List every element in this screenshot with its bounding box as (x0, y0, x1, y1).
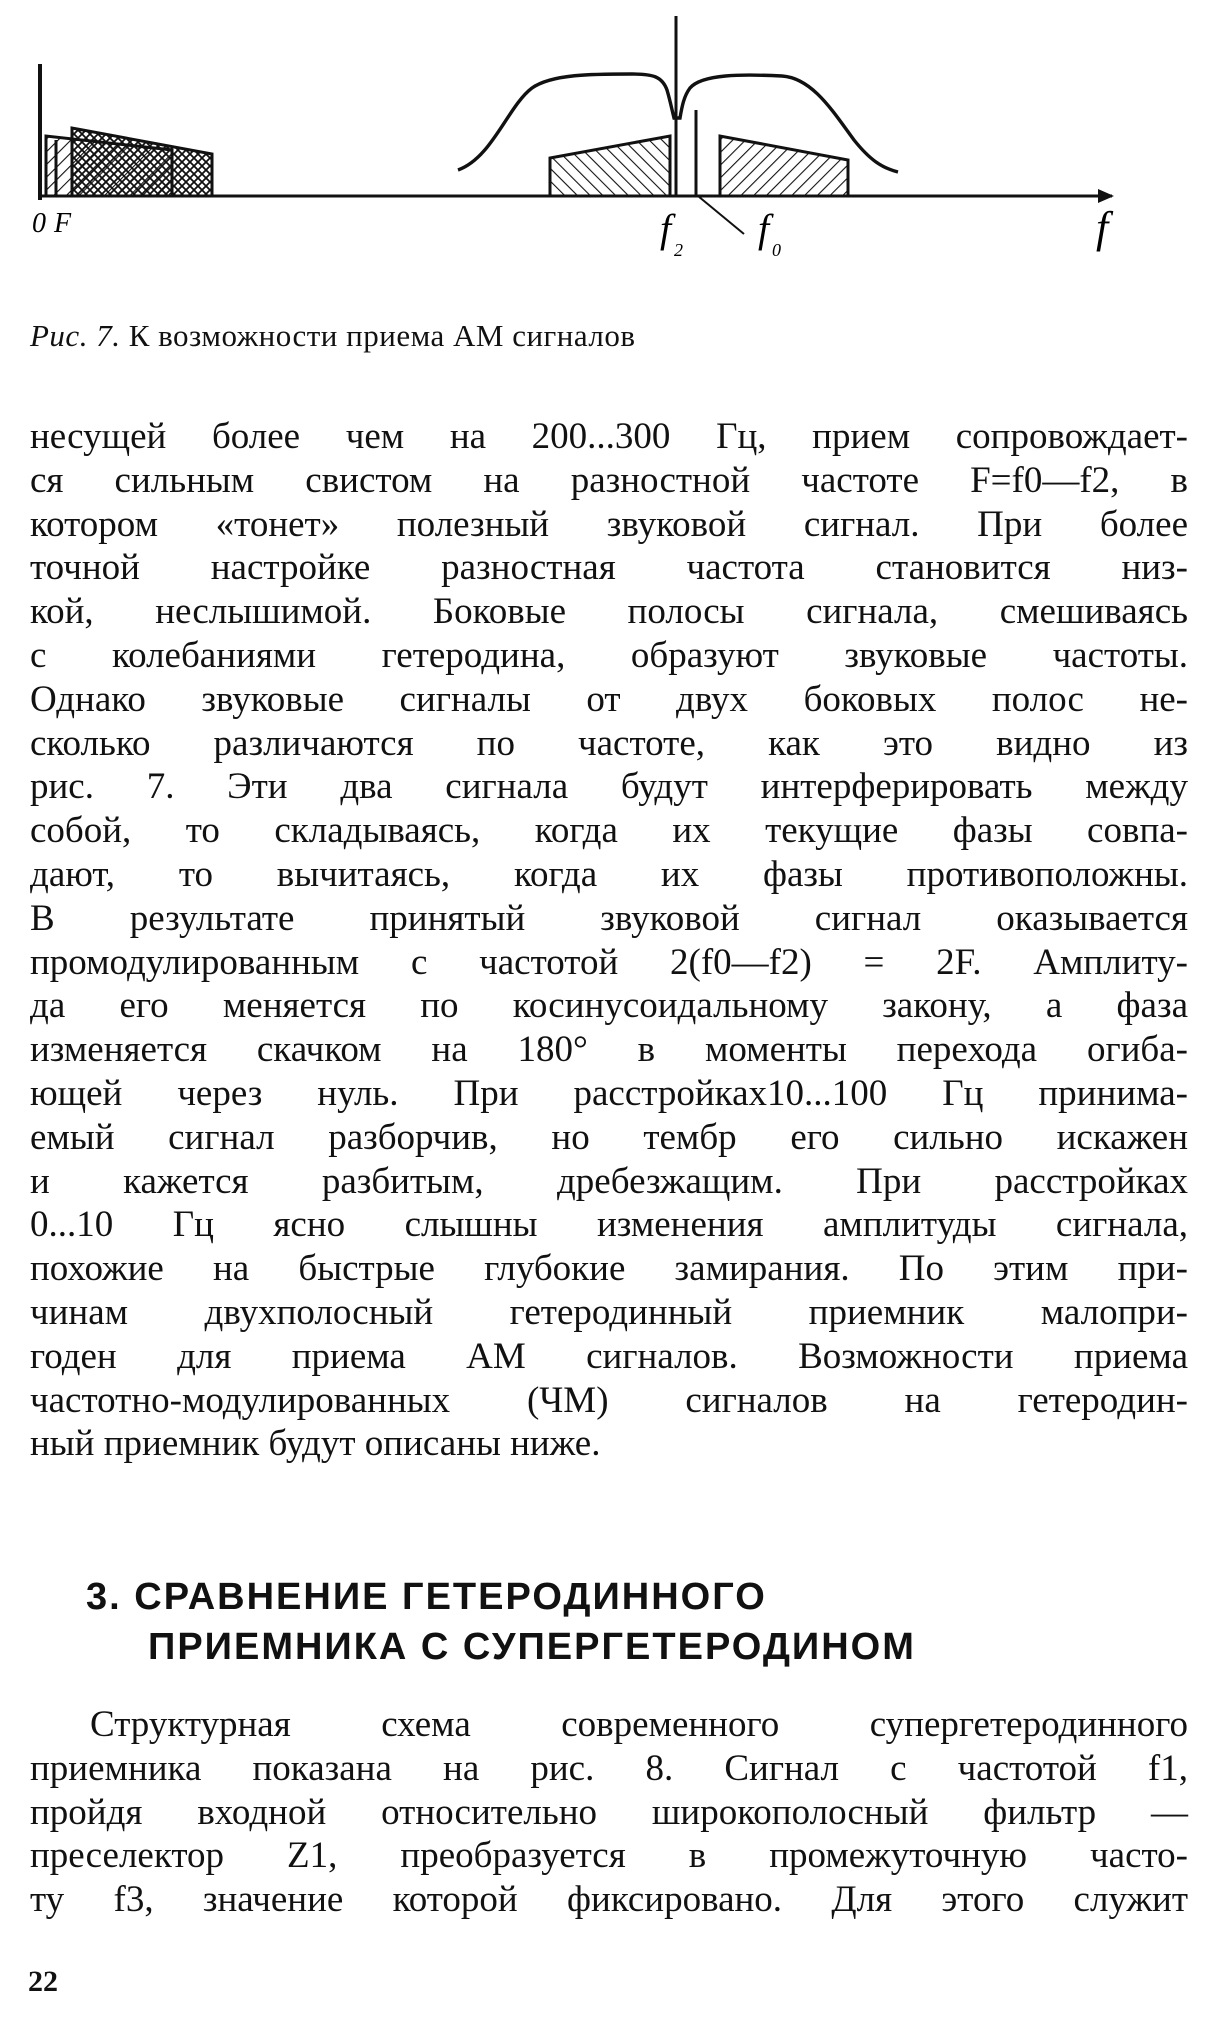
text-line: промодулированным с частотой 2(f0—f2) = 2F. Амплиту- (30, 941, 1188, 983)
text-line: частотно-модулированных (ЧМ) сигналов на гетеродин- (30, 1379, 1188, 1421)
body-paragraph-2 (30, 1703, 1188, 1922)
label-F: F (54, 208, 72, 239)
text-line: собой, то складываясь, когда их текущие фазы совпа- (30, 810, 1188, 852)
text-line: преселектор Z1, преобразуется в промежуточную часто- (30, 1835, 1188, 1877)
text-line: ту f3, значение которой фиксировано. Для этого служит (30, 1879, 1188, 1921)
text-line: ющей через нуль. При расстройках10...100 Гц принима- (30, 1072, 1188, 1114)
text-line: приемника показана на рис. 8. Сигнал с частотой f1, (30, 1747, 1188, 1789)
section-heading (86, 1572, 916, 1672)
text-line: котором «тонет» полезный звуковой сигнал. При более (30, 503, 1188, 545)
text-line: 0...10 Гц ясно слышны изменения амплитуды сигнала, (30, 1204, 1188, 1246)
text-line: кой, неслышимой. Боковые полосы сигнала, смешиваясь (30, 591, 1188, 633)
audio-band-crosshatched (72, 128, 212, 196)
label-origin: 0 (32, 208, 46, 239)
figure-caption (30, 318, 635, 354)
text-line: похожие на быстрые глубокие замирания. По этим при- (30, 1248, 1188, 1290)
body-paragraph-1 (30, 415, 1188, 1466)
caption-figure-number: Рис. 7. (30, 318, 121, 353)
text-line: чинам двухполосный гетеродинный приемник малопри- (30, 1291, 1188, 1333)
text-line: годен для приема АМ сигналов. Возможности приема (30, 1335, 1188, 1377)
section-title-line-2: ПРИЕМНИКА С СУПЕРГЕТЕРОДИНОМ (148, 1626, 916, 1668)
text-line: сколько различаются по частоте, как это видно из (30, 722, 1188, 764)
page-number: 22 (28, 1965, 58, 1998)
caption-text: К возможности приема АМ сигналов (128, 318, 636, 353)
upper-sideband (720, 136, 848, 196)
text-line: да его меняется по косинусоидальному закону, а фаза (30, 985, 1188, 1027)
label-f0: f (758, 206, 770, 251)
text-line: пройдя входной относительно широкополосный фильтр — (30, 1791, 1188, 1833)
lower-sideband (550, 136, 670, 196)
axis-arrow-icon (1098, 189, 1114, 203)
text-line: Однако звуковые сигналы от двух боковых полос не- (30, 678, 1188, 720)
text-line: несущей более чем на 200...300 Гц, прием сопровождает- (30, 416, 1188, 457)
text-line: изменяется скачком на 180° в моменты перехода огиба- (30, 1029, 1188, 1071)
text-line: дают, то вычитаясь, когда их фазы противоположны. (30, 853, 1188, 895)
label-f0-sub: 0 (772, 240, 781, 260)
text-line: и кажется разбитым, дребезжащим. При расстройках (30, 1160, 1188, 1202)
label-f-axis: f (1096, 203, 1109, 252)
text-line: Структурная схема современного супергетеродинного (90, 1704, 1188, 1745)
text-line: ный приемник будут описаны ниже. (30, 1423, 601, 1465)
label-f2-sub: 2 (674, 240, 683, 260)
section-number: 3. (86, 1576, 122, 1618)
text-line: В результате принятый звуковой сигнал оказывается (30, 897, 1188, 939)
text-line: с колебаниями гетеродина, образуют звуковые частоты. (30, 634, 1188, 676)
figure-7-spectrum-diagram (22, 10, 1172, 300)
label-f2: f (660, 206, 672, 251)
text-line: емый сигнал разборчив, но тембр его сильно искажен (30, 1116, 1188, 1158)
text-line: точной настройке разностная частота становится низ- (30, 547, 1188, 589)
text-line: ся сильным свистом на разностной частоте F=f0—f2, в (30, 459, 1188, 501)
section-title-line-1: СРАВНЕНИЕ ГЕТЕРОДИННОГО (134, 1576, 767, 1618)
text-line: рис. 7. Эти два сигнала будут интерферировать между (30, 766, 1188, 808)
